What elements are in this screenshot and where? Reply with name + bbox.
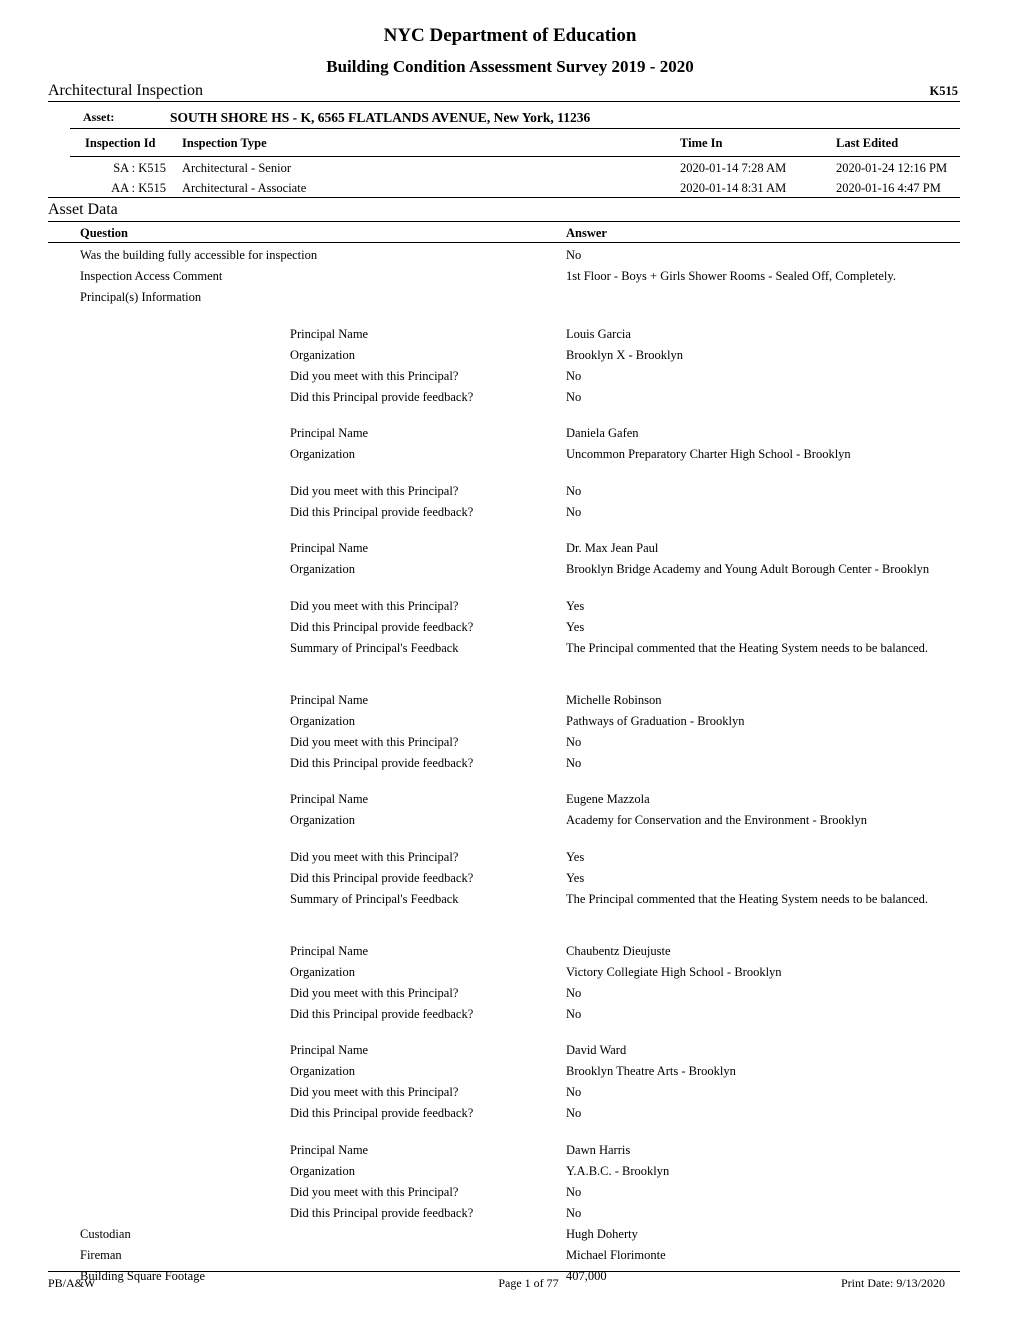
principal-question: Organization xyxy=(290,1064,356,1078)
principal-answer: Louis Garcia xyxy=(566,326,631,341)
principal-answer: Michelle Robinson xyxy=(566,692,662,707)
principal-answer: Dawn Harris xyxy=(566,1142,631,1157)
principal-question: Organization xyxy=(290,1163,356,1178)
asset-name: SOUTH SHORE HS - K, 6565 FLATLANDS AVENUE, New York, 11236 xyxy=(170,110,591,125)
principal-answer: Academy for Conservation and the Environment - Brooklyn xyxy=(566,813,867,827)
principal-answer: Daniela Gafen xyxy=(566,426,639,440)
principal-question: Did this Principal provide feedback? xyxy=(290,755,474,770)
principal-question: Did this Principal provide feedback? xyxy=(290,1006,474,1021)
principal-question: Summary of Principal's Feedback xyxy=(290,640,459,655)
principal-answer: Eugene Mazzola xyxy=(566,792,650,806)
principal-question: Principal Name xyxy=(290,326,369,341)
divider xyxy=(48,242,960,243)
principal-question: Principal Name xyxy=(290,943,369,958)
question-header: Question xyxy=(80,226,128,240)
table-cell: Architectural - Senior xyxy=(182,161,291,175)
principal-question: Did this Principal provide feedback? xyxy=(290,1205,474,1220)
table-cell: Architectural - Associate xyxy=(182,181,307,195)
principal-answer: Brooklyn Bridge Academy and Young Adult Borough Center - Brooklyn xyxy=(566,562,930,576)
page-subtitle: Building Condition Assessment Survey 2019 - 2020 xyxy=(326,57,694,76)
principal-question: Organization xyxy=(290,964,356,979)
table-cell: AA : K515 xyxy=(111,181,166,195)
principal-answer: Pathways of Graduation - Brooklyn xyxy=(566,713,745,728)
answer-text: 1st Floor - Boys + Girls Shower Rooms - Sealed Off, Completely. xyxy=(566,269,896,283)
principal-question: Did you meet with this Principal? xyxy=(290,598,459,613)
principal-question: Did you meet with this Principal? xyxy=(290,734,459,749)
principal-question: Did this Principal provide feedback? xyxy=(290,504,474,519)
answer-text: 407,000 xyxy=(566,1268,607,1283)
principal-question: Did you meet with this Principal? xyxy=(290,1184,459,1199)
question-text: Was the building fully accessible for inspection xyxy=(80,248,318,262)
section-title-asset-data: Asset Data xyxy=(48,201,118,218)
section-title-architectural-inspection: Architectural Inspection xyxy=(48,82,204,99)
principal-answer: No xyxy=(566,389,582,404)
answer-header: Answer xyxy=(566,226,607,240)
page-number: Page 1 of 77 xyxy=(498,1276,559,1290)
answer-text: Hugh Doherty xyxy=(566,1226,638,1241)
divider xyxy=(48,197,960,198)
principal-question: Principal Name xyxy=(290,1043,369,1057)
principal-answer: No xyxy=(566,734,582,749)
divider xyxy=(70,128,960,129)
principal-answer: No xyxy=(566,1184,582,1199)
answer-text: No xyxy=(566,248,582,262)
table-cell: SA : K515 xyxy=(113,161,166,175)
principal-question: Principal Name xyxy=(290,1142,369,1157)
divider xyxy=(48,221,960,222)
table-cell: 2020-01-16 4:47 PM xyxy=(836,181,941,195)
asset-label: Asset: xyxy=(83,110,115,124)
principal-question: Principal Name xyxy=(290,792,369,806)
column-header: Last Edited xyxy=(836,136,899,150)
principal-answer: No xyxy=(566,504,582,519)
principal-answer: Brooklyn Theatre Arts - Brooklyn xyxy=(566,1064,736,1078)
principal-answer: Brooklyn X - Brooklyn xyxy=(566,347,684,362)
principal-answer: Yes xyxy=(566,870,585,885)
principal-question: Organization xyxy=(290,713,356,728)
principal-answer: Yes xyxy=(566,598,585,613)
question-text: Building Square Footage xyxy=(80,1268,205,1283)
principal-answer: No xyxy=(566,755,582,770)
column-header: Inspection Id xyxy=(85,136,156,150)
principal-answer: No xyxy=(566,985,582,1000)
school-code: K515 xyxy=(929,84,958,98)
principal-answer: The Principal commented that the Heating System needs to be balanced. xyxy=(566,640,929,655)
column-header: Time In xyxy=(680,136,723,150)
principal-question: Principal Name xyxy=(290,692,369,707)
principal-answer: Yes xyxy=(566,619,585,634)
answer-text: Michael Florimonte xyxy=(566,1247,666,1262)
principal-answer: No xyxy=(566,483,582,498)
divider xyxy=(48,101,960,102)
principal-answer: Uncommon Preparatory Charter High School - Brooklyn xyxy=(566,447,851,461)
principal-question: Did you meet with this Principal? xyxy=(290,483,459,498)
question-text: Principal(s) Information xyxy=(80,290,202,304)
principal-answer: David Ward xyxy=(566,1043,627,1057)
principal-answer: Y.A.B.C. - Brooklyn xyxy=(566,1163,670,1178)
principal-answer: No xyxy=(566,1205,582,1220)
principal-answer: The Principal commented that the Heating System needs to be balanced. xyxy=(566,891,929,906)
table-cell: 2020-01-14 8:31 AM xyxy=(680,181,787,195)
principal-answer: Dr. Max Jean Paul xyxy=(566,541,659,555)
principal-answer: No xyxy=(566,1085,582,1099)
principal-question: Organization xyxy=(290,347,356,362)
footer-left: PB/A&W xyxy=(48,1276,96,1290)
question-text: Fireman xyxy=(80,1247,122,1262)
principal-question: Did you meet with this Principal? xyxy=(290,985,459,1000)
principal-answer: No xyxy=(566,1006,582,1021)
footer-divider xyxy=(48,1271,960,1272)
principal-question: Summary of Principal's Feedback xyxy=(290,891,459,906)
page-title: NYC Department of Education xyxy=(383,25,637,46)
principal-question: Did you meet with this Principal? xyxy=(290,849,459,864)
table-cell: 2020-01-24 12:16 PM xyxy=(836,161,948,175)
principal-question: Did this Principal provide feedback? xyxy=(290,389,474,404)
principal-answer: Victory Collegiate High School - Brooklyn xyxy=(566,964,782,979)
question-text: Inspection Access Comment xyxy=(80,269,223,283)
principal-question: Did this Principal provide feedback? xyxy=(290,870,474,885)
divider xyxy=(70,156,960,157)
principal-answer: Chaubentz Dieujuste xyxy=(566,943,671,958)
principal-question: Principal Name xyxy=(290,426,369,440)
principal-question: Organization xyxy=(290,813,356,827)
principal-answer: Yes xyxy=(566,849,585,864)
principal-question: Did this Principal provide feedback? xyxy=(290,619,474,634)
principal-answer: No xyxy=(566,1106,582,1120)
table-cell: 2020-01-14 7:28 AM xyxy=(680,161,787,175)
principal-question: Principal Name xyxy=(290,541,369,555)
principal-question: Organization xyxy=(290,562,356,576)
principal-answer: No xyxy=(566,368,582,383)
principal-question: Did this Principal provide feedback? xyxy=(290,1106,474,1120)
principal-question: Did you meet with this Principal? xyxy=(290,1085,459,1099)
principal-question: Organization xyxy=(290,447,356,461)
principal-question: Did you meet with this Principal? xyxy=(290,368,459,383)
print-date: Print Date: 9/13/2020 xyxy=(841,1276,945,1290)
column-header: Inspection Type xyxy=(182,136,267,150)
question-text: Custodian xyxy=(80,1226,131,1241)
